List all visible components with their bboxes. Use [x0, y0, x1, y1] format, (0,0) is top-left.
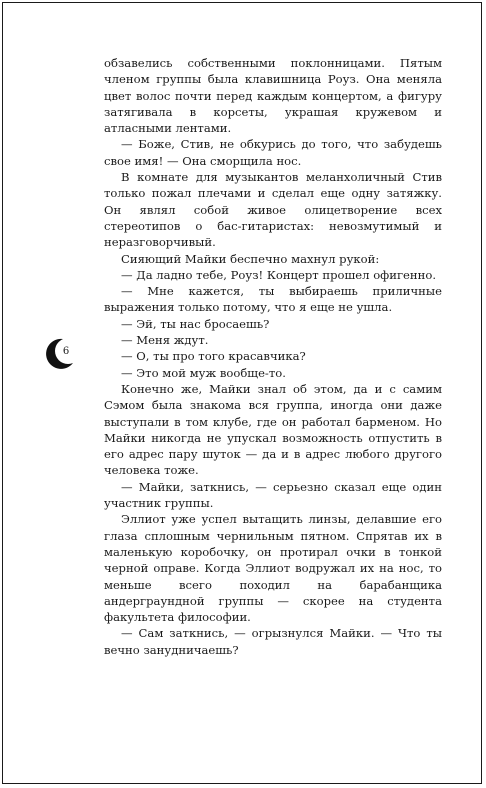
paragraph: — Да ладно тебе, Роуз! Концерт прошел офигенно.	[121, 267, 437, 282]
paragraph: — Это мой муж вообще-то.	[121, 365, 286, 380]
paragraph: — Мне кажется, ты выбираешь приличные выражения только потому, что я еще не ушла.	[104, 284, 442, 315]
paragraph: В комнате для музыкантов меланхоличный Стив только пожал плечами и сделал еще одну затяжку. Он являл собой живое олицетворение всех стереотипов о бас-гитаристах: невозмутимый и неразговорчивый.	[104, 170, 442, 250]
paragraph: — Меня ждут.	[121, 333, 209, 348]
paragraph: Конечно же, Майки знал об этом, да и с самим Сэмом была знакома вся группа, иногда они даже выступали в том клубе, где он работал барменом. Но Майки никогда не упускал возможность отпустить в его адрес пару шуток — да и в адрес любого другого человека тоже.	[104, 381, 442, 478]
book-page	[2, 2, 482, 784]
paragraph: — Сам заткнись, — огрызнулся Майки. — Что ты вечно занудничаешь?	[104, 626, 442, 657]
paragraph: Сияющий Майки беспечно махнул рукой:	[121, 251, 380, 266]
paragraph: — О, ты про того красавчика?	[121, 349, 306, 364]
body-text	[104, 55, 442, 658]
paragraph: — Эй, ты нас бросаешь?	[121, 316, 270, 331]
paragraph: — Майки, заткнись, — серьезно сказал еще один участник группы.	[104, 479, 442, 511]
page-number: 6	[62, 346, 70, 357]
paragraph: Эллиот уже успел вытащить линзы, делавшие его глаза сплошным чернильным пятном. Спрятав их в маленькую коробочку, он протирал очки в тонкой черной оправе. Когда Эллиот водружал их на нос, то меньше всего походил на барабанщика андерграундной группы — скорее на студента факультета философии.	[104, 512, 442, 625]
paragraph: обзавелись собственными поклонницами. Пятым членом группы была клавишница Роуз. Она меняла цвет волос почти перед каждым концертом, а фигуру затягивала в корсеты, украшая кружевом и атласными лентами.	[104, 56, 442, 136]
paragraph: — Боже, Стив, не обкурись до того, что забудешь свое имя! — Она сморщила нос.	[104, 137, 442, 168]
